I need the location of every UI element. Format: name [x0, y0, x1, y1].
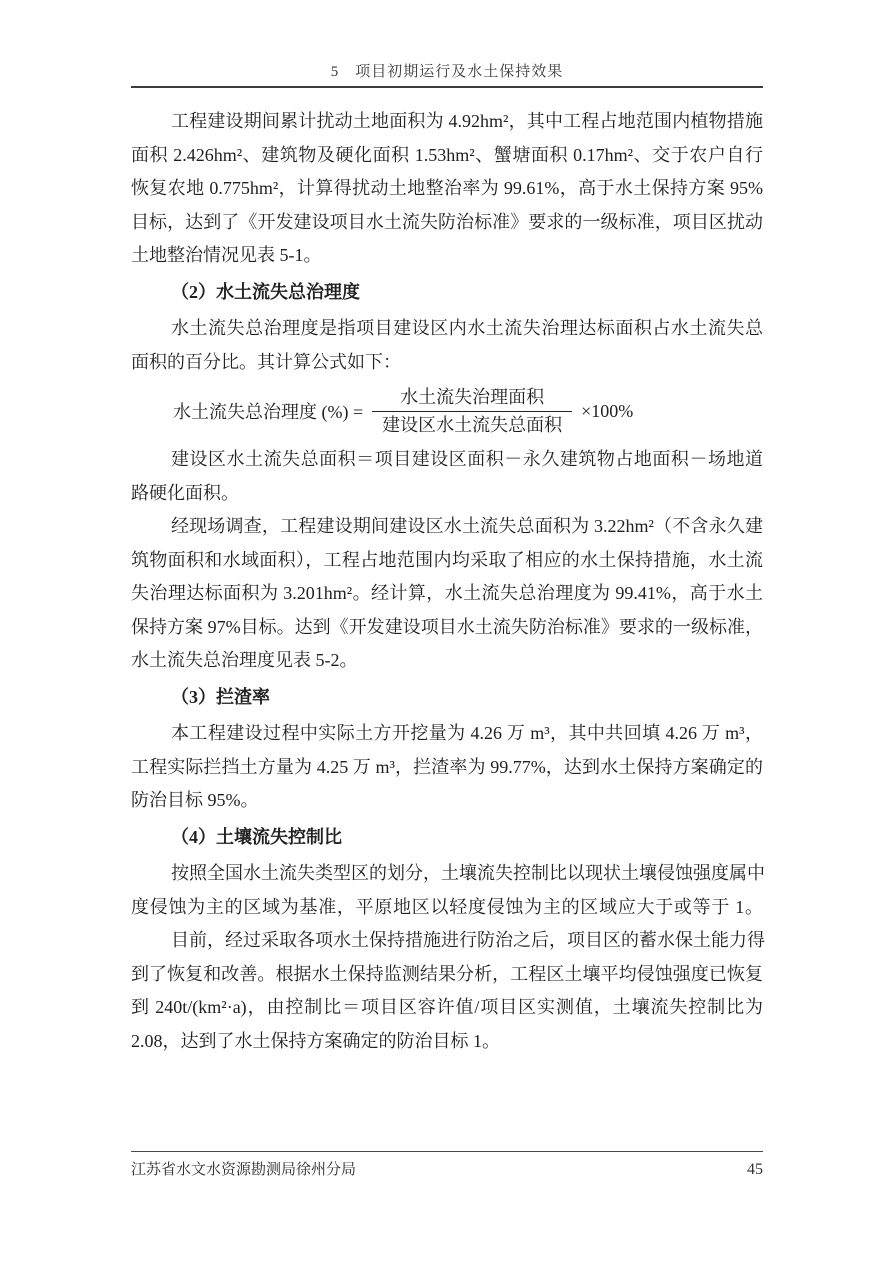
page-number: 45 [747, 1161, 763, 1178]
formula-fraction [372, 387, 572, 435]
document-body [131, 105, 763, 1058]
text-line: 土地整治情况见表 5-1。 [131, 245, 322, 265]
paragraph [131, 857, 763, 924]
paragraph [131, 443, 763, 510]
text-line: 面积的百分比。其计算公式如下： [131, 351, 401, 372]
text-line: 按照全国水土流失类型区的划分，土壤流失控制比以现状土壤侵蚀强度属中 [171, 863, 765, 883]
text-line: 建设区水土流失总面积＝项目建设区面积－永久建筑物占地面积－场地道 [171, 449, 763, 469]
text-line: 面积 2.426hm²、建筑物及硬化面积 1.53hm²、蟹塘面积 0.17hm²、交于农户自行 [131, 144, 763, 165]
formula [173, 379, 763, 443]
page-footer [131, 1151, 763, 1179]
text-line: 水土流失总治理度是指项目建设区内水土流失治理达标面积占水土流失总 [171, 318, 763, 338]
text-line: 工程建设期间累计扰动土地面积为 4.92hm²，其中工程占地范围内植物措施 [171, 111, 763, 131]
text-line: 目标，达到了《开发建设项目水土流失防治标准》要求的一级标准，项目区扰动 [131, 211, 763, 232]
formula-denominator: 建设区水土流失总面积 [372, 411, 572, 436]
text-line: 本工程建设过程中实际土方开挖量为 4.26 万 m³，其中共回填 4.26 万 m³， [171, 723, 763, 743]
footer-organization: 江苏省水文水资源勘测局徐州分局 [131, 1162, 357, 1178]
text-line: 恢复农地 0.775hm²，计算得扰动土地整治率为 99.61%，高于水土保持方案 95% [131, 178, 763, 198]
page-header [131, 60, 763, 88]
paragraph [131, 105, 763, 273]
text-line: 到 240t/(km²·a)，由控制比＝项目区容许值/项目区实测值，土壤流失控制比为 [131, 997, 763, 1017]
text-line: 保持方案 97%目标。达到《开发建设项目水土流失防治标准》要求的一级标准， [131, 616, 763, 637]
text-line: 工程实际拦挡土方量为 4.25 万 m³，拦渣率为 99.77%，达到水土保持方案确定的 [131, 756, 763, 777]
section-heading: （2）水土流失总治理度 [171, 281, 360, 302]
formula-multiplier: ×100% [581, 400, 634, 421]
text-line: 度侵蚀为主的区域为基准，平原地区以轻度侵蚀为主的区域应大于或等于 1。 [131, 896, 763, 917]
text-line: 失治理达标面积为 3.201hm²。经计算，水土流失总治理度为 99.41%，高于水土 [131, 583, 763, 603]
formula-numerator: 水土流失治理面积 [400, 386, 545, 407]
chapter-heading: 5 项目初期运行及水土保持效果 [330, 64, 564, 80]
text-line: 经现场调查，工程建设期间建设区水土流失总面积为 3.22hm²（不含永久建 [171, 516, 763, 536]
text-line: 2.08，达到了水土保持方案确定的防治目标 1。 [131, 1030, 500, 1051]
text-line: 到了恢复和改善。根据水土保持监测结果分析，工程区土壤平均侵蚀强度已恢复 [131, 963, 763, 984]
text-line: 路硬化面积。 [131, 482, 239, 503]
section-heading: （3）拦渣率 [171, 686, 270, 707]
text-line: 水土流失总治理度见表 5-2。 [131, 650, 358, 670]
text-line: 防治目标 95%。 [131, 790, 259, 810]
paragraph [131, 510, 763, 678]
paragraph [131, 717, 763, 818]
paragraph [131, 924, 763, 1058]
text-line: 筑物面积和水域面积），工程占地范围内均采取了相应的水土保持措施，水土流 [131, 549, 763, 570]
text-line: 目前，经过采取各项水土保持措施进行防治之后，项目区的蓄水保土能力得 [171, 930, 765, 950]
section-heading: （4）土壤流失控制比 [171, 826, 342, 847]
formula-lhs: 水土流失总治理度 (%) = [173, 402, 364, 422]
paragraph [131, 312, 763, 379]
